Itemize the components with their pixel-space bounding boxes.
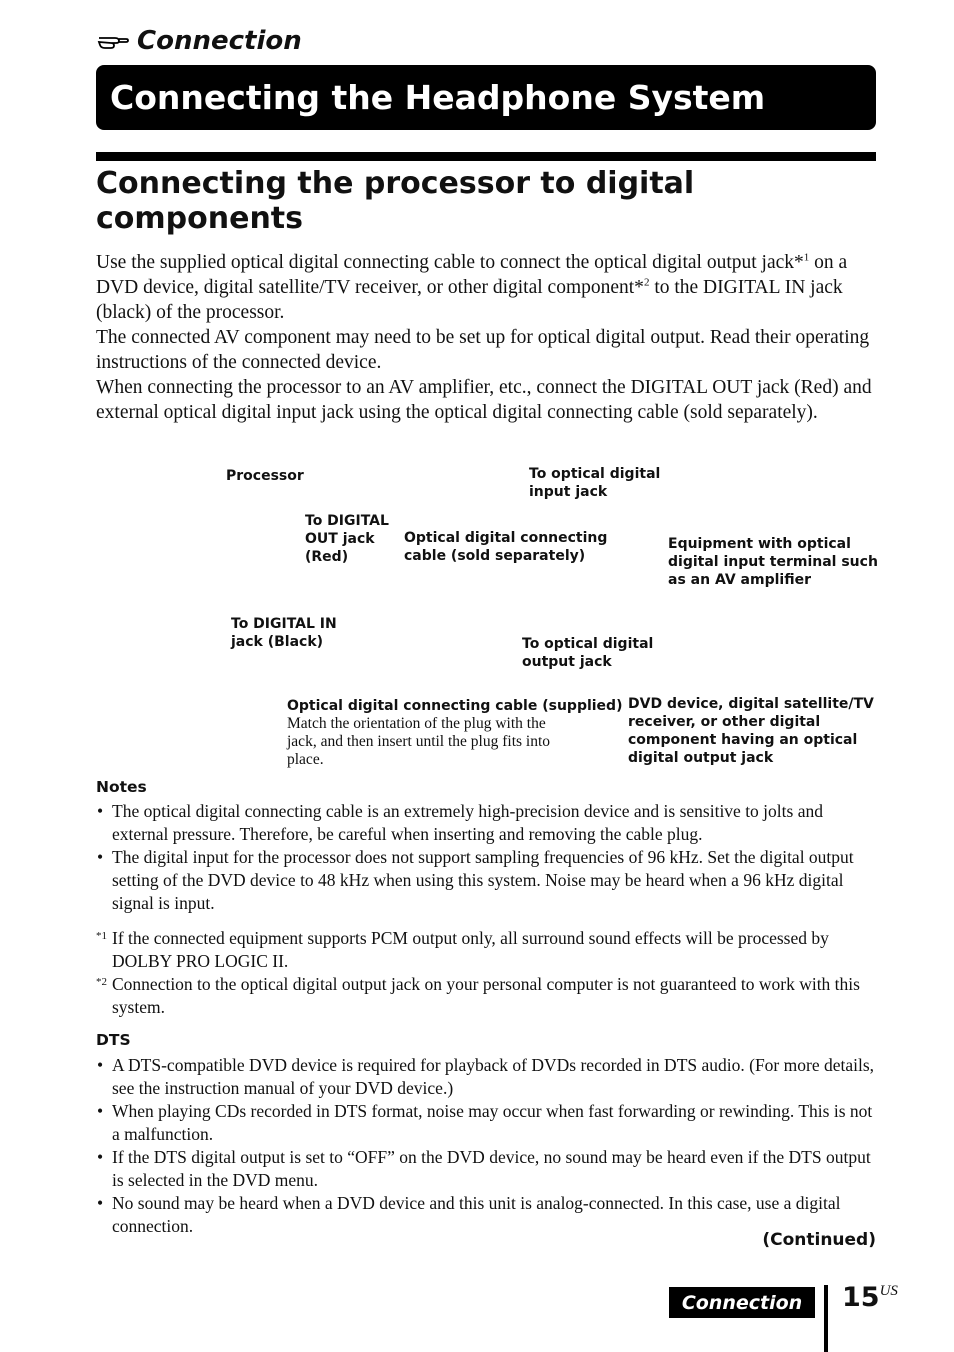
cable-supplied-note: Match the orientation of the plug with the jack, and then insert until the plug fits into place.: [287, 715, 551, 768]
list-item: • The digital input for the processor does not support sampling frequencies of 96 kHz. Set the digital output setting of the DVD device to 48 kHz when using this system. Noise may be heard when a 96 kHz digital signal is input.: [96, 846, 881, 915]
label-equipment-av-amplifier: Equipment with optical digital input terminal such as an AV amplifier: [668, 536, 878, 588]
label-dvd-device: DVD device, digital satellite/TV receiver, or other digital component having an optical digital output jack: [628, 696, 874, 766]
footnote-mark: *1: [96, 930, 107, 942]
label-optical-output: To optical digital output jack: [522, 636, 654, 670]
footer-section-label: Connection: [681, 1291, 803, 1314]
list-item: • No sound may be heard when a DVD device and this unit is analog-connected. In this case, use a digital connection.: [96, 1192, 881, 1238]
intro-paragraph-1: Use the supplied optical digital connecting cable to connect the optical digital output jack*$^1$ on a DVD device, digital satellite/TV receiver, or other digital component*$^2$ to the DIGITAL IN jack (black) of the processor.: [96, 251, 848, 323]
label-digital-out: To DIGITAL OUT jack (Red): [305, 513, 389, 565]
list-item: • When playing CDs recorded in DTS format, noise may occur when fast forwarding or rewinding. This is not a malfunction.: [96, 1100, 881, 1146]
notes-list: [96, 800, 881, 915]
section-tag: [97, 26, 302, 56]
label-cable-sold-separately: Optical digital connecting cable (sold separately): [404, 530, 608, 564]
label-optical-input: To optical digital input jack: [529, 466, 661, 500]
label-cable-supplied: Optical digital connecting cable (supplied): [287, 698, 623, 714]
page-title-banner: [96, 65, 876, 130]
pointing-hand-icon: [97, 30, 129, 52]
dts-heading: DTS: [96, 1031, 131, 1049]
intro-paragraph-3: When connecting the processor to an AV amplifier, etc., connect the DIGITAL OUT jack (Red) and external optical digital input jack using the optical digital connecting cable (sold separately).: [96, 377, 872, 423]
footnote: *1 If the connected equipment supports PCM output only, all surround sound effects will be processed by DOLBY PRO LOGIC II.: [96, 927, 881, 973]
label-digital-in: To DIGITAL IN jack (Black): [231, 616, 337, 650]
continued-label: (Continued): [762, 1230, 876, 1250]
dts-list: [96, 1054, 881, 1238]
connection-diagram: [0, 455, 954, 775]
footer-divider: [824, 1285, 828, 1352]
label-processor: Processor: [226, 468, 304, 484]
page-number-suffix: US: [879, 1283, 898, 1299]
footnote-mark: *2: [96, 976, 107, 988]
page-number: $15^{US}$: [842, 1282, 898, 1313]
list-item: • If the DTS digital output is set to “OFF” on the DVD device, no sound may be heard even if the DTS output is selected in the DVD menu.: [96, 1146, 881, 1192]
list-item: • A DTS-compatible DVD device is required for playback of DVDs recorded in DTS audio. (For more details, see the instruction manual of your DVD device.): [96, 1054, 881, 1100]
notes-heading: Notes: [96, 778, 147, 796]
intro-paragraph-2: The connected AV component may need to be set up for optical digital output. Read their operating instructions of the connected device.: [96, 327, 870, 373]
heading-rule: [96, 152, 876, 161]
intro-text: [96, 250, 876, 425]
footnotes: [96, 927, 881, 1019]
page-title: Connecting the Headphone System: [110, 78, 766, 117]
section-heading: Connecting the processor to digital components: [96, 166, 695, 236]
footnote: *2 Connection to the optical digital output jack on your personal computer is not guaranteed to work with this system.: [96, 973, 881, 1019]
footer-section-tab: [669, 1287, 815, 1318]
section-label: Connection: [137, 26, 302, 56]
list-item: • The optical digital connecting cable is an extremely high-precision device and is sensitive to jolts and external pressure. Therefore, be careful when inserting and removing the cable plug.: [96, 800, 881, 846]
